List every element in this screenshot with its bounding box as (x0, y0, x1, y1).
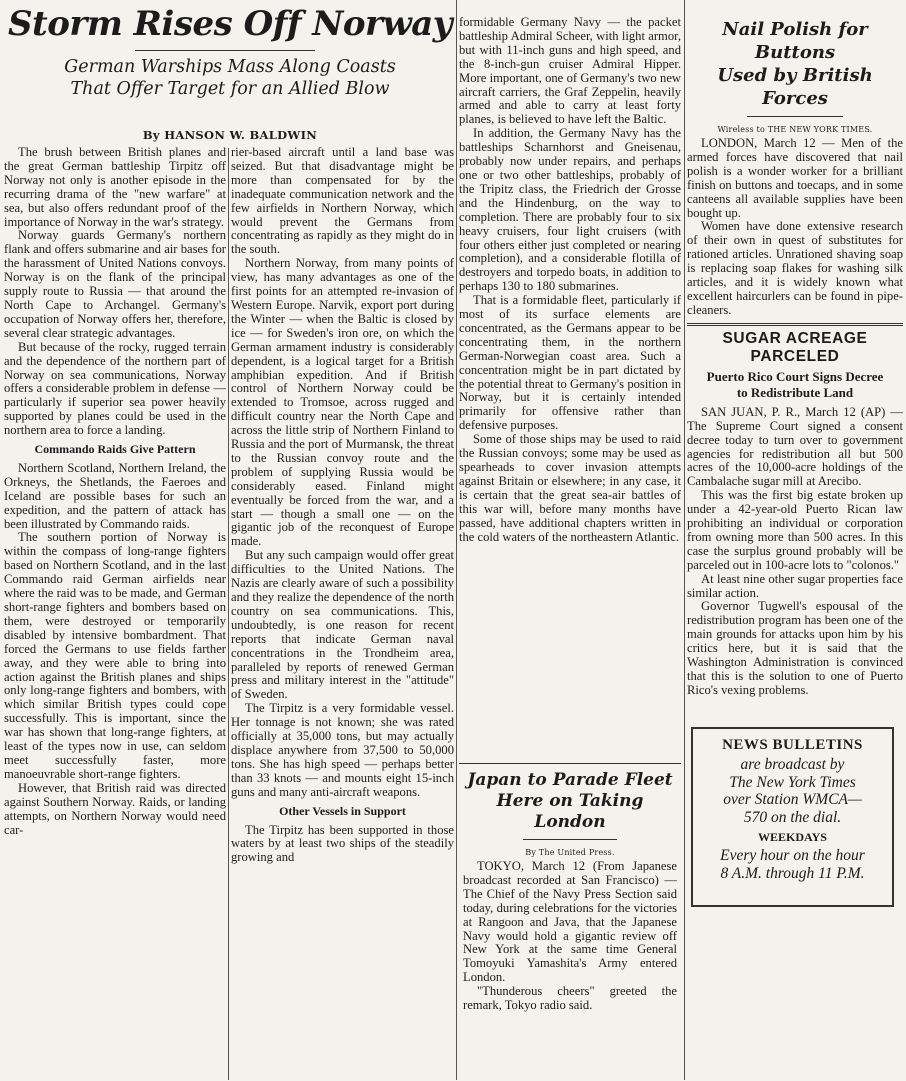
article-body (687, 137, 903, 318)
headline-line: Nail Polish for Buttons (722, 19, 868, 63)
bulletin-subhead: WEEKDAYS (758, 830, 827, 844)
bulletin-line: over Station WMCA— (723, 791, 862, 808)
bulletin-text (693, 847, 892, 882)
paragraph: This was the first big estate broken up under a 42-year-old Puerto Rican law prohibiting an individual or corporation from owning more than 500 acres. In this case the surplus ground probably will be parceled out in 100-acre lots to "colonos." (687, 488, 903, 572)
paragraph: "Thunderous cheers" greeted the remark, Tokyo radio said. (463, 984, 677, 1013)
paragraph: Northern Norway, from many points of view, has many advantages as one of the first points for an attempted re-invasion of Western Europe. Narvik, export port during the Winter — when the Baltic is closed by ice — for Sweden's iron ore, on which the German armament industry is considerably dependent, is a logical target for a British amphibian expedition. And if British control of Northern Norway could be extended to Tromsoe, across rugged and difficult country near the North Cape and across the little strip of Northern Finland to Russia and the port of Murmansk, the threat to the Russian convoy route and the problem of supplying Russia would be considerably eased. Finland might eventually be forced from the war, and a start — though a small one — on the gigantic job of the reconquest of Europe made. (231, 256, 454, 549)
paragraph: SAN JUAN, P. R., March 12 (AP) — The Supreme Court signed a consent decree today to turn over to government agencies for redistribution all but 500 acres of the 10,000-acre holdings of the Cambalache sugar mill at Arecibo. (687, 404, 903, 489)
headline-line: Used by British Forces (717, 65, 873, 109)
bulletin-text (693, 756, 892, 826)
japan-story (459, 763, 681, 1081)
sugar-story (687, 326, 903, 698)
news-bulletins-box (691, 727, 894, 907)
column-a (4, 146, 226, 1080)
bulletin-line: are broadcast by (740, 756, 845, 773)
article-body (459, 16, 681, 544)
article-body (4, 146, 226, 837)
paragraph: Norway guards Germany's northern flank and offers submarine and air bases for the harassment of United Nations convoys. Norway is on the flank of the principal supply route to Russia — that around the North Cape to Archangel. Germany's occupation of Norway offers her, therefore, several clear strategic advantages. (4, 228, 226, 340)
headline-line: Here on Taking London (496, 791, 644, 832)
paragraph: TOKYO, March 12 (From Japanese broadcast recorded at San Francisco) — The Chief of the Navy Press Section said today, during celebrations for the victories at Rangoon and Java, that the Japanese Navy would hold a gigantic review off New York at the same time General Tomoyuki Yamashita's Army entered London. (463, 859, 677, 985)
paragraph: But because of the rocky, rugged terrain and the dependence of the northern part of Norway on sea communications, Norway offers a considerable problem in defense — particularly if superior sea power heavily supported by planes could be used in the northern area to force a landing. (4, 339, 226, 438)
headline-line: Japan to Parade Fleet (467, 770, 673, 790)
article-body (687, 406, 903, 698)
wire-credit: By The United Press. (525, 848, 615, 857)
paragraph: The southern portion of Norway is within the compass of long-range fighters based on Northern Scotland, and in the last Commando raid German airfields near where the raid was to be made, and German short-range fighters and bombers based on them, were destroyed or temporarily disabled by intensive bombardment. That forced the Germans to use fields farther away, and they were able to bring into action against the British planes and ships only long-range fighters and bombers, with which similar British types could cope successfully. This is important, since the war has shown that long-range fighters, at least of the types now in use, can seldom meet successfully faster, more manoeuvrable short-range fighters. (4, 530, 226, 781)
column-c (459, 16, 681, 758)
headline-rule (523, 839, 617, 840)
paragraph: The brush between British planes and the great German battleship Tirpitz off Norway not only is another episode in the recurring drama of the "new warfare" at sea, but also offers redundant proof of the importance of Norway in the war's strategy. (4, 146, 226, 229)
bulletin-title: NEWS BULLETINS (722, 737, 863, 753)
column-rule (228, 148, 229, 1080)
headline-rule (747, 116, 843, 117)
nail-polish-story (687, 0, 903, 318)
paragraph: That is a formidable fleet, particularly if most of its surface elements are concentrated, as the Germans appear to be concentrating them, in the northern German-Norwegian coast area. Such a concentration might be in part dictated by the potential threat to Germany's position in Norway, but it is certainly intended primarily for offensive rather than defensive purposes. (459, 293, 681, 433)
paragraph: However, that British raid was directed against Southern Norway. Raids, or landing attempts, on Northern Norway would need car- (4, 780, 226, 837)
paragraph: Women have done extensive research of their own in quest of substitutes for rationed articles. Unrationed shaving soap is replacing soap flakes for washing silk articles, and it is widely known what excellent haircurlers can be found in pipe-cleaners. (687, 219, 903, 317)
byline: By HANSON W. BALDWIN (142, 128, 318, 142)
wire-credit: Wireless to THE NEW YORK TIMES. (717, 125, 873, 134)
japan-headline (463, 770, 677, 833)
paragraph: rier-based aircraft until a land base was seized. But that disadvantage might be more than compensated for by the inadequate communication network and the few airfields in Northern Norway, which would prevent the Germans from concentrating as rapidly as they might do in the south. (231, 146, 454, 257)
deck-line: to Redistribute Land (736, 384, 854, 400)
paragraph: formidable Germany Navy — the packet battleship Admiral Scheer, with light armor, but with 11-inch guns and high speed, and the 8-inch-gun cruiser Admiral Hipper. More important, one of Germany's two new aircraft carriers, the Graf Zeppelin, heavily armed and able to carry at least forty planes, is believed to have left the Baltic. (459, 16, 681, 127)
paragraph: Northern Scotland, Northern Ireland, the Orkneys, the Shetlands, the Faeroes and Iceland are possible bases for such an expedition, and the pattern of attack has been illustrated by Commando raids. (4, 460, 226, 531)
main-headline: Storm Rises Off Norway (8, 4, 453, 44)
sugar-headline: SUGAR ACREAGE PARCELED (722, 329, 868, 365)
paragraph: At least nine other sugar properties face similar action. (687, 571, 903, 600)
paragraph: In addition, the Germany Navy has the battleships Scharnhorst and Gneisenau, probably now under repairs, and perhaps one or two other battleships, probably of the Tripitz class, the Friedrich der Grosse and the Hindenburg, on the way to completion. There are probably four to six heavy cruisers, four light cruisers (with four others either just completed or nearing completion), and a considerable flotilla of destroyers and torpedo boats, in addition to perhaps 130 to 180 submarines. (459, 126, 681, 294)
nail-headline (687, 18, 903, 110)
paragraph: But any such campaign would offer great difficulties to the United Nations. The Nazis are clearly aware of such a possibility and they realize the dependence of the north country on sea communications. This, undoubtedly, is one reason for recent reports that indicate German naval concentrations in the Trondheim area, paralleled by reports of renewed German press and military interest in the "attitude" of Sweden. (231, 548, 454, 702)
sugar-deck (687, 369, 903, 401)
paragraph: Some of those ships may be used to raid the Russian convoys; some may be used as spearheads to cover invasion attempts against Britain or elsewhere; in any case, it is certain that the great sea-air battles of this war will, before many months have passed, have additional chapters written in the cold waters of the northeastern Atlantic. (459, 432, 681, 544)
paragraph: Governor Tugwell's espousal of the redistribution program has been one of the main grounds for attacks upon him by his critics here, but it is said that the Washington Administration is convinced that this is the solution to one of Puerto Rico's vexing problems. (687, 599, 903, 697)
headline-rule (135, 50, 315, 51)
article-body (231, 146, 454, 865)
subhead: Other Vessels in Support (279, 803, 406, 818)
main-deck (10, 56, 450, 100)
bulletin-line: The New York Times (729, 773, 856, 791)
paragraph: LONDON, March 12 — Men of the armed forces have discovered that nail polish is a wonder worker for a brilliant finish on buttons and toecaps, and in some canteens all available supplies have been bought up. (687, 136, 903, 220)
article-body (463, 860, 677, 1013)
bulletin-line: Every hour on the hour (720, 847, 865, 864)
column-b (231, 146, 454, 1080)
paragraph: The Tirpitz is a very formidable vessel. Her tonnage is not known; she was rated officially at 35,000 tons, but may actually displace anywhere from 37,500 to 50,000 tons. She has high speed — perhaps better than 33 knots — and mounts eight 15-inch guns and many anti-aircraft weapons. (231, 701, 454, 799)
column-rule (456, 0, 457, 1080)
bulletin-line: 8 A.M. through 11 P.M. (720, 864, 865, 882)
bulletin-line: 570 on the dial. (743, 808, 842, 826)
column-rule (684, 0, 685, 1080)
paragraph: The Tirpitz has been supported in those waters by at least two ships of the steadily growing and (231, 822, 454, 865)
subhead: Commando Raids Give Pattern (34, 442, 196, 457)
main-deck-line: German Warships Mass Along Coasts (64, 57, 396, 77)
main-deck-line: That Offer Target for an Allied Blow (70, 79, 390, 99)
column-d (687, 0, 903, 720)
deck-line: Puerto Rico Court Signs Decree (706, 368, 884, 384)
